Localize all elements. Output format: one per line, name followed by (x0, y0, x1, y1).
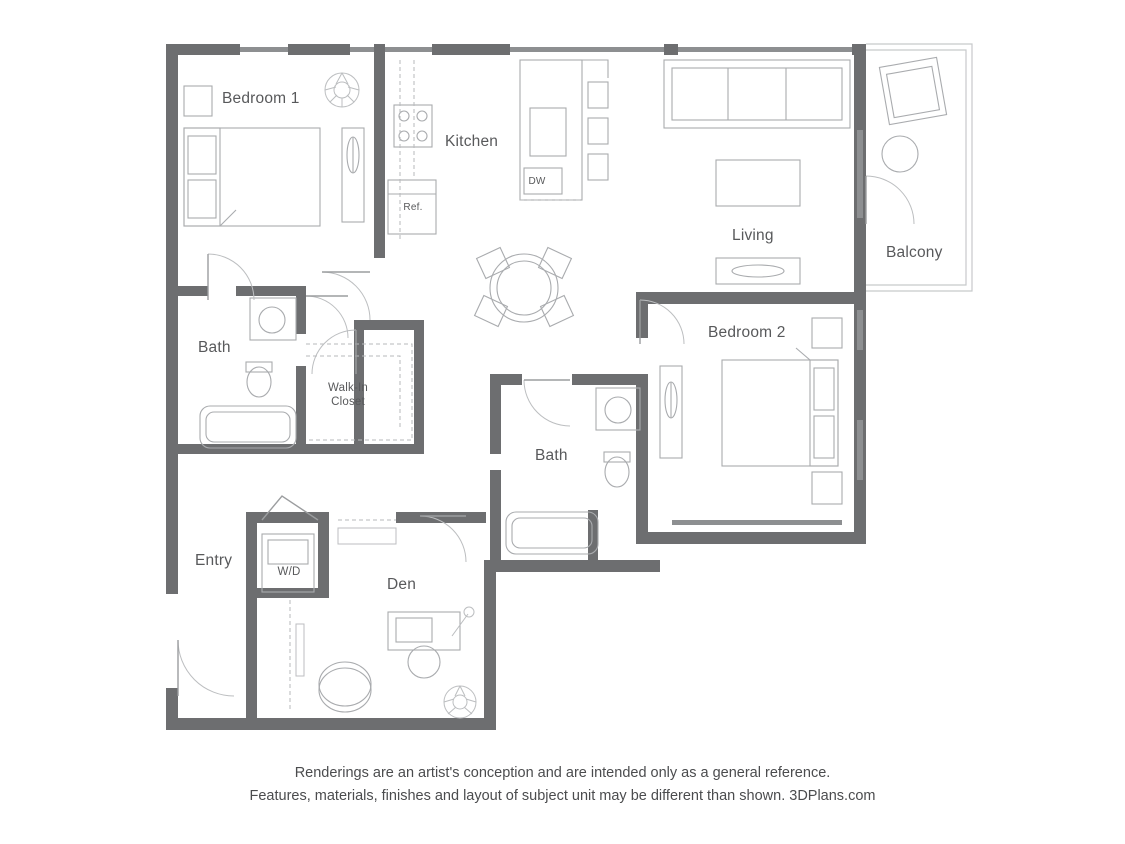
room-label-entry: Entry (195, 552, 233, 569)
appliance-label-dishwasher: DW (528, 176, 546, 187)
room-label-bedroom2: Bedroom 2 (708, 324, 786, 341)
room-label-balcony: Balcony (886, 244, 943, 261)
room-label-walk-in-closet: Walk-In Closet (328, 382, 368, 409)
disclaimer-line-2: Features, materials, finishes and layout of subject unit may be different than shown. 3DPlans.com (249, 788, 876, 805)
bath2-fixtures (506, 388, 640, 554)
kitchen-fixtures (388, 60, 608, 326)
bedroom2-furniture (660, 318, 842, 504)
disclaimer-line-1: Renderings are an artist's conception and are intended only as a general reference. (294, 765, 831, 781)
laundry-den-furniture (262, 520, 476, 718)
exterior-walls (166, 44, 866, 730)
interior-walls (178, 44, 858, 718)
room-label-living: Living (732, 227, 774, 244)
room-label-bath2: Bath (535, 447, 568, 464)
room-label-bath1: Bath (198, 339, 231, 356)
room-label-bedroom1: Bedroom 1 (222, 90, 300, 107)
appliance-label-washer-dryer: W/D (277, 566, 301, 578)
appliance-label-refrigerator: Ref. (403, 202, 423, 213)
doors (178, 176, 914, 696)
room-label-den: Den (387, 576, 417, 593)
disclaimer (0, 762, 1125, 808)
room-label-kitchen: Kitchen (445, 133, 499, 150)
